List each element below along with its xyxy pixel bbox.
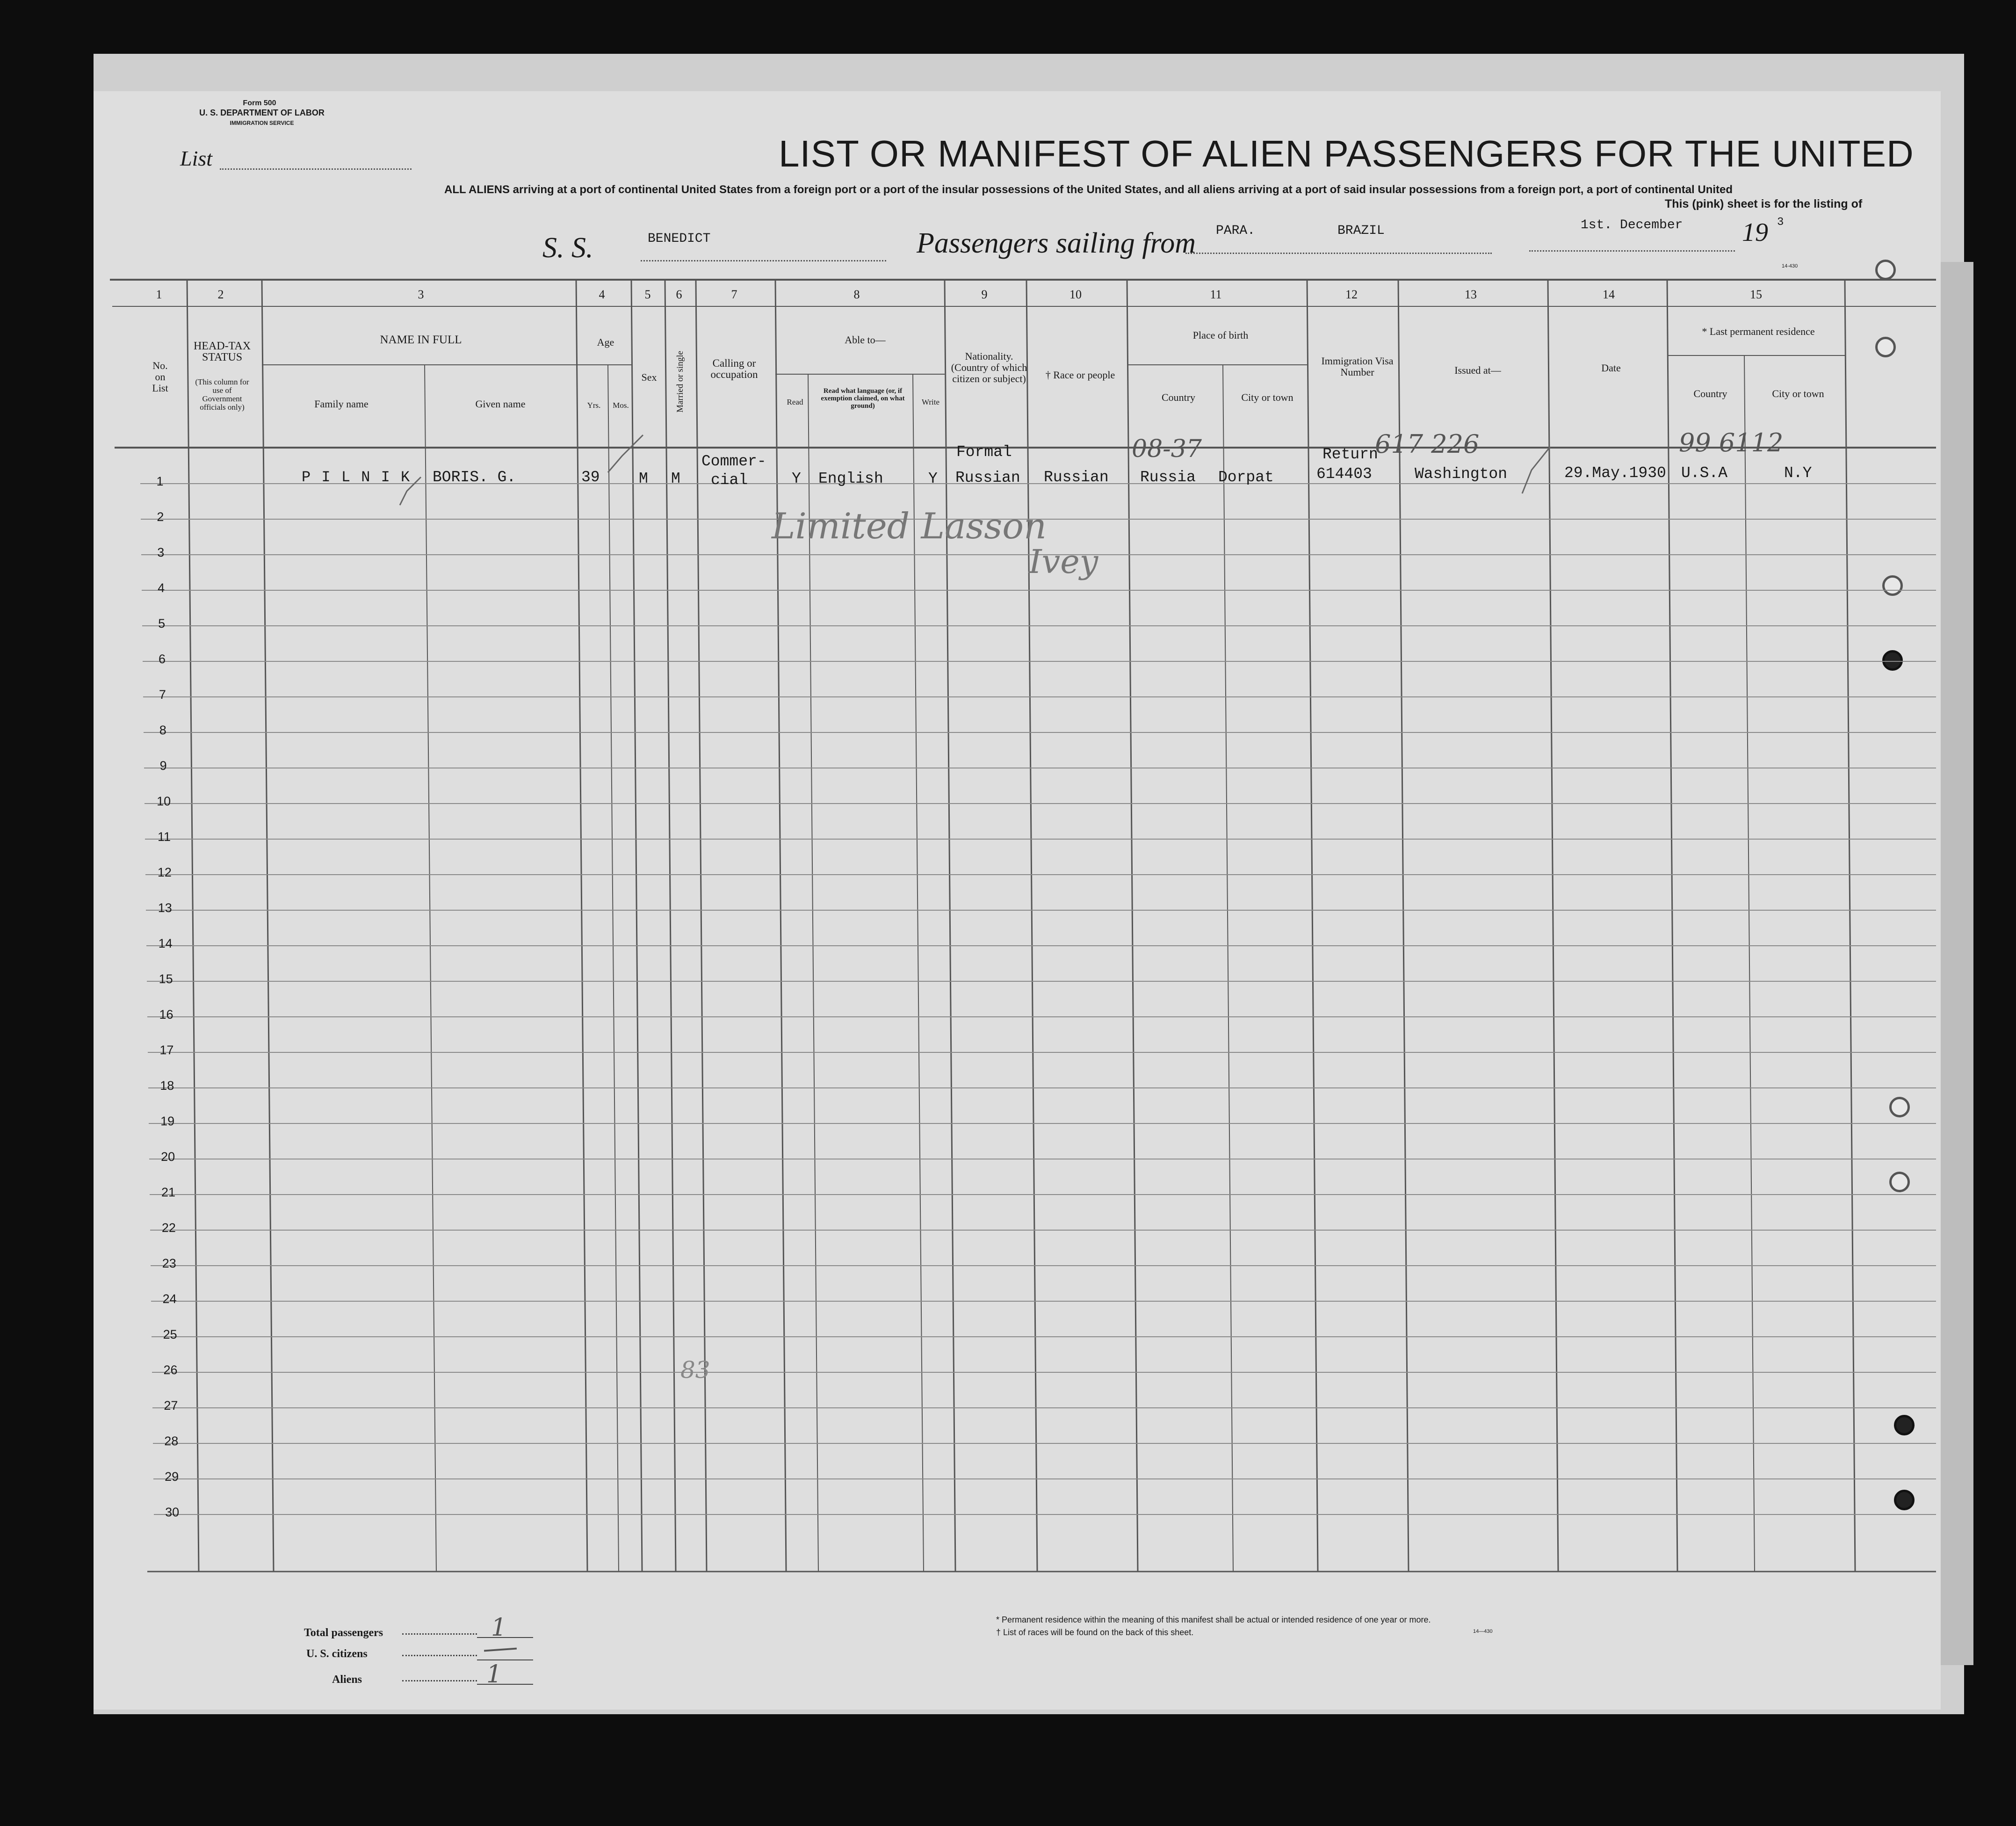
row-number: 21 — [161, 1185, 176, 1199]
us-citizens-label: U. S. citizens — [306, 1648, 368, 1660]
passenger-visa-2: 614403 — [1316, 465, 1372, 483]
passenger-birth-city: Dorpat — [1218, 469, 1274, 486]
page-edge-strip — [1941, 262, 1973, 1665]
header-given-name: Given name — [475, 398, 526, 410]
aliens-value: 1 — [486, 1660, 502, 1688]
header-mos: Mos. — [613, 401, 629, 410]
row-number: 19 — [160, 1114, 175, 1128]
row-number: 11 — [157, 830, 171, 844]
row-number: 29 — [165, 1470, 179, 1484]
row-number: 6 — [158, 652, 166, 666]
passenger-write: Y — [928, 470, 938, 487]
handwritten-line-2: Limited Lasson — [772, 505, 1047, 547]
passenger-date: 29.May.1930 — [1564, 464, 1666, 482]
header-family-name: Family name — [314, 398, 369, 410]
instructions-line-2: This (pink) sheet is for the listing of — [1665, 197, 1863, 210]
header-visa: Immigration Visa Number — [1321, 355, 1394, 378]
total-passengers-value: 1 — [491, 1614, 507, 1642]
form-code: 14-430 — [1782, 263, 1798, 269]
row-number: 28 — [164, 1434, 179, 1448]
ss-label: S. S. — [542, 232, 593, 264]
form-number: Form 500 — [243, 99, 276, 107]
passenger-nationality-1: Formal — [956, 443, 1012, 461]
column-number: 5 — [644, 288, 651, 301]
punch-hole — [1882, 650, 1903, 671]
header-head-tax: HEAD-TAX STATUS — [193, 340, 251, 363]
handwritten-visa-mark: 617 226 — [1375, 429, 1480, 459]
column-number: 10 — [1069, 288, 1082, 301]
passenger-language: English — [818, 470, 883, 487]
header-calling: Calling or occupation — [710, 357, 758, 380]
column-number: 2 — [217, 288, 224, 301]
header-res-city: City or town — [1772, 388, 1824, 399]
ship-line — [641, 260, 886, 261]
port-name: PARA. — [1216, 224, 1256, 238]
punch-hole — [1882, 575, 1903, 596]
row-number: 25 — [163, 1327, 177, 1341]
column-number: 6 — [676, 288, 682, 301]
column-number: 3 — [418, 288, 424, 301]
row-number: 4 — [158, 581, 165, 595]
row-number: 16 — [159, 1007, 173, 1022]
punch-hole — [1875, 260, 1896, 280]
punch-hole — [1889, 1097, 1910, 1117]
list-label: List — [180, 146, 213, 170]
row-number: 13 — [158, 901, 172, 915]
header-married: Married or single — [675, 351, 685, 413]
row-number: 5 — [158, 616, 166, 630]
header-last-residence: * Last permanent residence — [1702, 326, 1815, 337]
port-line — [1185, 253, 1492, 254]
passenger-given-name: BORIS. G. — [433, 469, 516, 486]
header-no-on-list: No. on List — [152, 360, 168, 394]
citizens-line — [477, 1659, 533, 1660]
passenger-birth-country: Russia — [1140, 469, 1196, 486]
year-suffix: 3 — [1777, 216, 1784, 229]
column-number: 7 — [731, 288, 737, 301]
passenger-res-city: N.Y — [1784, 464, 1812, 482]
row-number: 10 — [157, 794, 171, 808]
passenger-family-name: P I L N I K — [302, 469, 411, 486]
row-number: 8 — [159, 723, 166, 737]
row-number: 7 — [159, 688, 166, 702]
total-dots — [402, 1633, 477, 1635]
aliens-line — [477, 1684, 533, 1685]
punch-hole — [1894, 1490, 1915, 1510]
header-race: † Race or people — [1045, 369, 1115, 381]
passenger-issued-at: Washington — [1415, 465, 1508, 483]
row-number: 3 — [157, 545, 165, 559]
header-read-language: Read what language (or, if exemption claimed, on what ground) — [821, 387, 905, 410]
aliens-dots — [402, 1680, 477, 1681]
punch-hole — [1894, 1415, 1915, 1435]
header-res-country: Country — [1693, 388, 1727, 399]
column-number: 4 — [599, 288, 605, 301]
header-pob-city: City or town — [1241, 391, 1293, 403]
header-write: Write — [921, 398, 940, 406]
row-number: 14 — [158, 936, 173, 950]
column-number: 1 — [156, 288, 162, 301]
page-title: LIST OR MANIFEST OF ALIEN PASSENGERS FOR THE UNITED — [779, 133, 1914, 174]
passenger-calling-2: cial — [711, 471, 748, 489]
row-number: 2 — [157, 510, 164, 524]
header-yrs: Yrs. — [587, 401, 601, 410]
column-number: 8 — [853, 288, 860, 301]
row-number: 15 — [159, 972, 173, 986]
handwritten-line-3: Ivey — [1029, 543, 1098, 581]
row-number: 23 — [162, 1256, 176, 1270]
passenger-race: Russian — [1044, 469, 1109, 486]
passenger-nationality-2: Russian — [955, 469, 1020, 486]
handwritten-residence-mark: 99 6112 — [1679, 428, 1784, 457]
header-age: Age — [597, 336, 614, 348]
year-prefix: 19 — [1742, 218, 1768, 247]
punch-hole — [1889, 1172, 1910, 1192]
passenger-visa-1: Return — [1322, 446, 1378, 463]
list-line — [220, 168, 412, 170]
total-passengers-label: Total passengers — [304, 1627, 383, 1639]
sailing-label: Passengers sailing from — [917, 227, 1196, 259]
passenger-married: M — [671, 470, 680, 487]
row-number: 9 — [159, 759, 167, 773]
aliens-label: Aliens — [332, 1674, 362, 1686]
column-number: 15 — [1750, 288, 1762, 301]
instructions-line-1: ALL ALIENS arriving at a port of continental United States from a foreign port or a port of the insular possessions of the United States, and all aliens arriving at a port of said insular possessions from a foreign port, a port of continental United — [444, 183, 1733, 196]
header-name-in-full: NAME IN FULL — [380, 333, 462, 346]
department: U. S. DEPARTMENT OF LABOR — [199, 108, 325, 117]
header-pob-country: Country — [1161, 391, 1196, 403]
passenger-read: Y — [792, 470, 801, 487]
row-number: 18 — [160, 1079, 174, 1093]
column-number: 11 — [1210, 288, 1222, 301]
header-issued-at: Issued at— — [1454, 364, 1501, 376]
sailing-date: 1st. December — [1581, 218, 1683, 232]
manifest-sheet — [94, 91, 1941, 1710]
row-number: 24 — [162, 1292, 177, 1306]
date-line — [1529, 250, 1735, 252]
port-country: BRAZIL — [1337, 224, 1385, 238]
column-number: 12 — [1345, 288, 1358, 301]
footnote-races: † List of races will be found on the back of this sheet. — [996, 1628, 1194, 1637]
column-number: 9 — [981, 288, 988, 301]
passenger-age: 39 — [581, 469, 600, 486]
row-number: 17 — [159, 1043, 174, 1057]
footer-code: 14—430 — [1473, 1629, 1493, 1634]
service: IMMIGRATION SERVICE — [230, 120, 294, 126]
citizens-dots — [402, 1655, 477, 1656]
row-number: 30 — [165, 1505, 180, 1519]
row-number: 12 — [157, 865, 172, 879]
footnote-residence: * Permanent residence within the meaning of this manifest shall be actual or intended residence of one year or more. — [996, 1615, 1431, 1624]
header-date: Date — [1601, 362, 1621, 374]
row-number: 1 — [156, 474, 164, 488]
passenger-sex: M — [639, 470, 648, 487]
column-number: 14 — [1603, 288, 1615, 301]
header-read: Read — [787, 398, 803, 406]
row-number: 26 — [163, 1363, 178, 1377]
passenger-res-country: U.S.A — [1681, 464, 1728, 482]
header-place-of-birth: Place of birth — [1192, 329, 1249, 341]
header-nationality: Nationality. (Country of which citizen or subject) — [951, 350, 1027, 384]
passenger-calling-1: Commer- — [701, 453, 766, 470]
header-sex: Sex — [641, 371, 657, 383]
punch-hole — [1875, 337, 1896, 357]
row-number: 22 — [161, 1221, 176, 1235]
handwritten-row-26-mark: 83 — [680, 1356, 710, 1384]
header-able-to: Able to— — [845, 334, 886, 346]
ship-name: BENEDICT — [648, 232, 711, 246]
row-number: 20 — [161, 1150, 175, 1164]
header-head-tax-note: (This column for use of Government officials only) — [195, 377, 249, 412]
row-number: 27 — [164, 1398, 178, 1413]
column-number: 13 — [1465, 288, 1477, 301]
handwritten-birth-mark: 08-37 — [1132, 435, 1202, 463]
